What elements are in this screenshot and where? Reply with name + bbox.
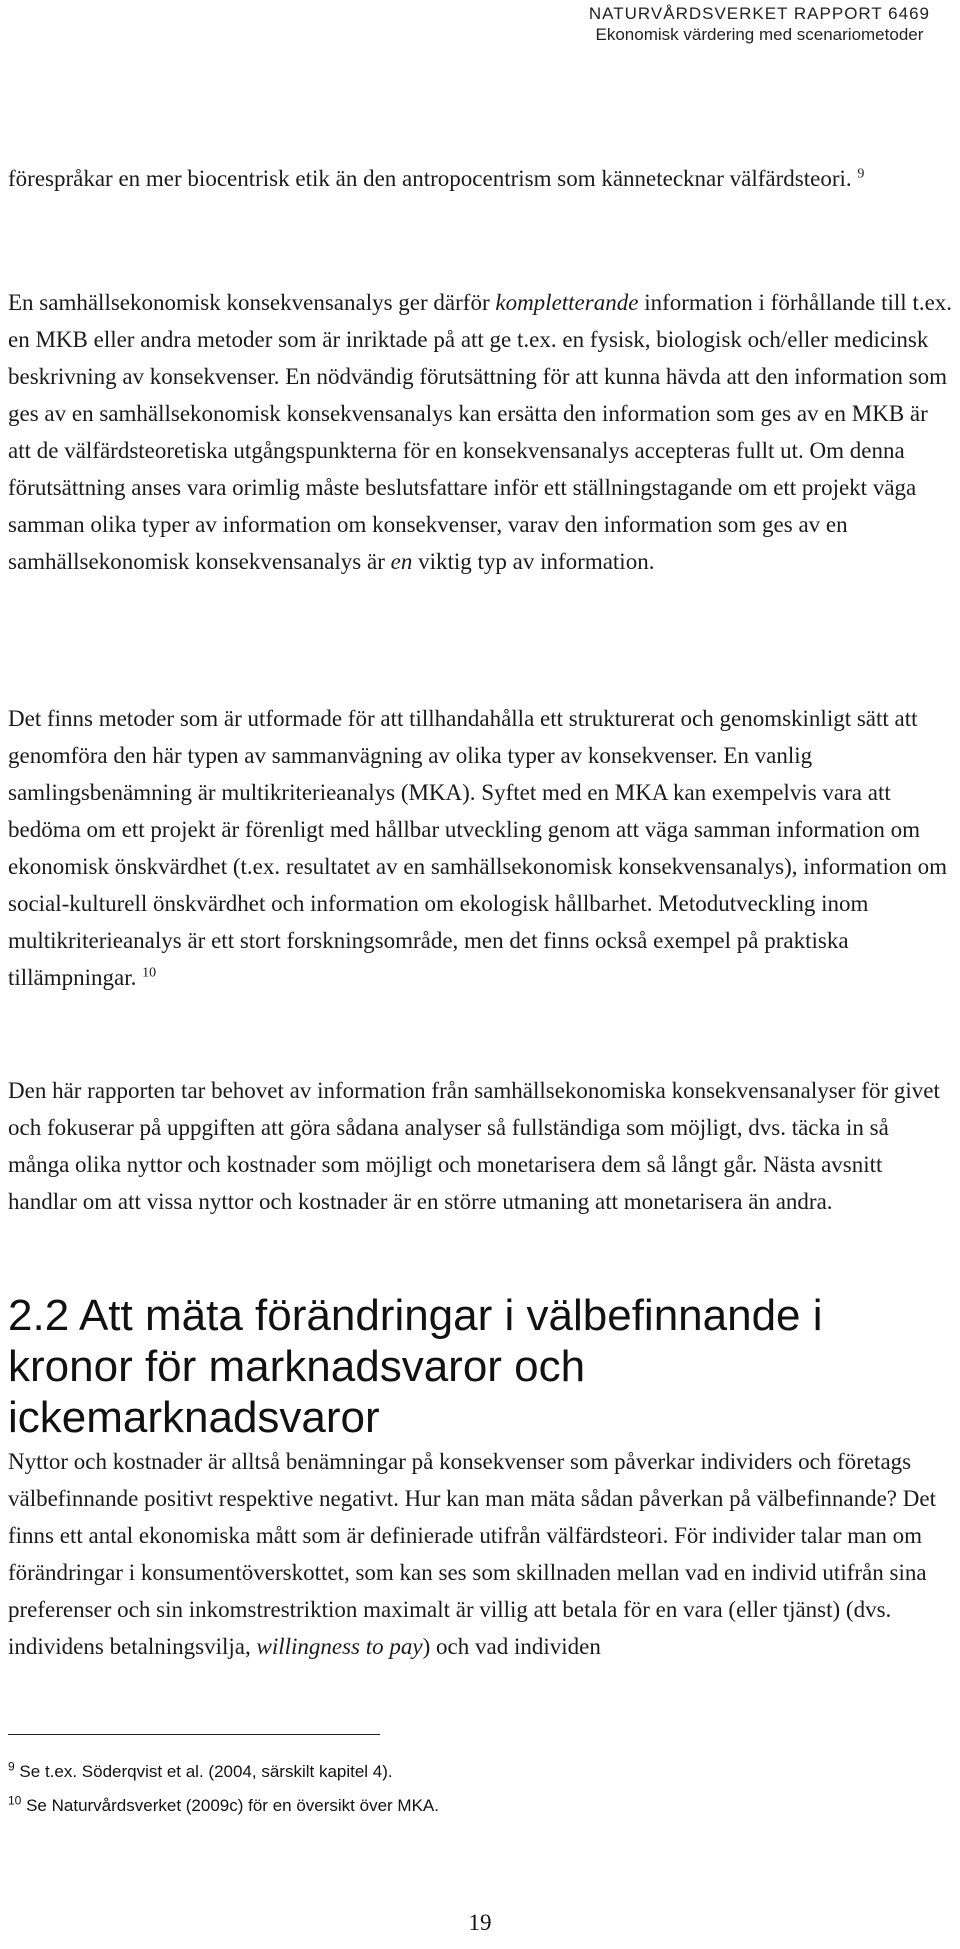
paragraph-2: [8, 284, 954, 580]
running-header: [589, 4, 930, 45]
paragraph-1: [8, 160, 954, 197]
page-number: 19: [468, 1910, 492, 1935]
footnote-9: [8, 1759, 393, 1782]
footnote-10-text: Se Naturvårdsverket (2009c) för en översikt över MKA.: [26, 1796, 439, 1815]
paragraph-2-emphasis-2: en: [390, 549, 413, 574]
footnote-divider: [8, 1734, 380, 1735]
paragraph-2-after: viktig typ av information.: [412, 549, 655, 574]
paragraph-5-after: ) och vad individen: [422, 1634, 601, 1659]
paragraph-2-emphasis: kompletterande: [495, 290, 639, 315]
paragraph-2-before: En samhällsekonomisk konsekvensanalys ger därför: [8, 290, 496, 315]
report-title: NATURVÅRDSVERKET RAPPORT 6469: [588, 4, 930, 23]
paragraph-3: [8, 700, 954, 996]
paragraph-3-text: Det finns metoder som är utformade för att tillhandahålla ett strukturerat och genomskinligt sätt att genomföra den här typen av sammanvägning av olika typer av konsekvenser. En vanlig samlingsbenämning är multikriterieanalys (MKA). Syftet med en MKA kan exempelvis vara att bedöma om ett projekt är förenligt med hållbar utveckling genom att väga samman information om ekonomisk önskvärdhet (t.ex. resultatet av en samhällsekonomisk konsekvensanalys), information om social-kulturell önskvärdhet och information om ekologisk hållbarhet. Metodutveckling inom multikriterieanalys är ett stort forskningsområde, men det finns också exempel på praktiska tillämpningar.: [8, 706, 947, 990]
footnote-9-text: Se t.ex. Söderqvist et al. (2004, särskilt kapitel 4).: [19, 1762, 393, 1781]
footnote-ref-10: 10: [142, 965, 157, 981]
section-heading: 2.2 Att mäta förändringar i välbefinnande i kronor för marknadsvaror och ickemarknadsvaror: [8, 1291, 823, 1442]
footnote-10-number: 10: [8, 1793, 22, 1808]
footnote-10: [8, 1793, 439, 1816]
footnote-ref-9: 9: [857, 166, 865, 182]
paragraph-4-text: Den här rapporten tar behovet av information från samhällsekonomiska konsekvensanalyser för givet och fokuserar på uppgiften att göra sådana analyser så fullständiga som möjligt, dvs. täcka in så många olika nyttor och kostnader som möjligt och monetarisera dem så långt går. Nästa avsnitt handlar om att vissa nyttor och kostnader är en större utmaning att monetarisera än andra.: [8, 1078, 940, 1214]
paragraph-2-middle: information i förhållande till t.ex. en MKB eller andra metoder som är inriktade på att ge t.ex. en fysisk, biologisk och/eller medicinsk beskrivning av konsekvenser. En nödvändig förutsättning för att kunna hävda att den information som ges av en samhällsekonomisk konsekvensanalys kan ersätta den information som ges av en MKB är att de välfärdsteoretiska utgångspunkterna för en konsekvensanalys accepteras fullt ut. Om denna förutsättning anses vara orimlig måste beslutsfattare inför ett ställningstagande om ett projekt väga samman olika typer av information om konsekvenser, varav den information som ges av en samhällsekonomisk konsekvensanalys är: [8, 290, 953, 574]
report-subtitle: Ekonomisk värdering med scenariometoder: [595, 25, 924, 44]
paragraph-5-emphasis: willingness to pay: [256, 1634, 423, 1659]
paragraph-1-text: förespråkar en mer biocentrisk etik än den antropocentrism som kännetecknar välfärdsteori.: [8, 166, 852, 191]
paragraph-5: [8, 1443, 954, 1665]
paragraph-4: [8, 1072, 954, 1220]
footnote-9-number: 9: [8, 1759, 15, 1774]
paragraph-5-before: Nyttor och kostnader är alltså benämningar på konsekvenser som påverkar individers och företags välbefinnande positivt respektive negativt. Hur kan man mäta sådan påverkan på välbefinnande? Det finns ett antal ekonomiska mått som är definierade utifrån välfärdsteori. För individer talar man om förändringar i konsumentöverskottet, som kan ses som skillnaden mellan vad en individ utifrån sina preferenser och sin inkomstrestriktion maximalt är villig att betala för en vara (eller tjänst) (dvs. individens betalningsvilja,: [8, 1449, 936, 1659]
